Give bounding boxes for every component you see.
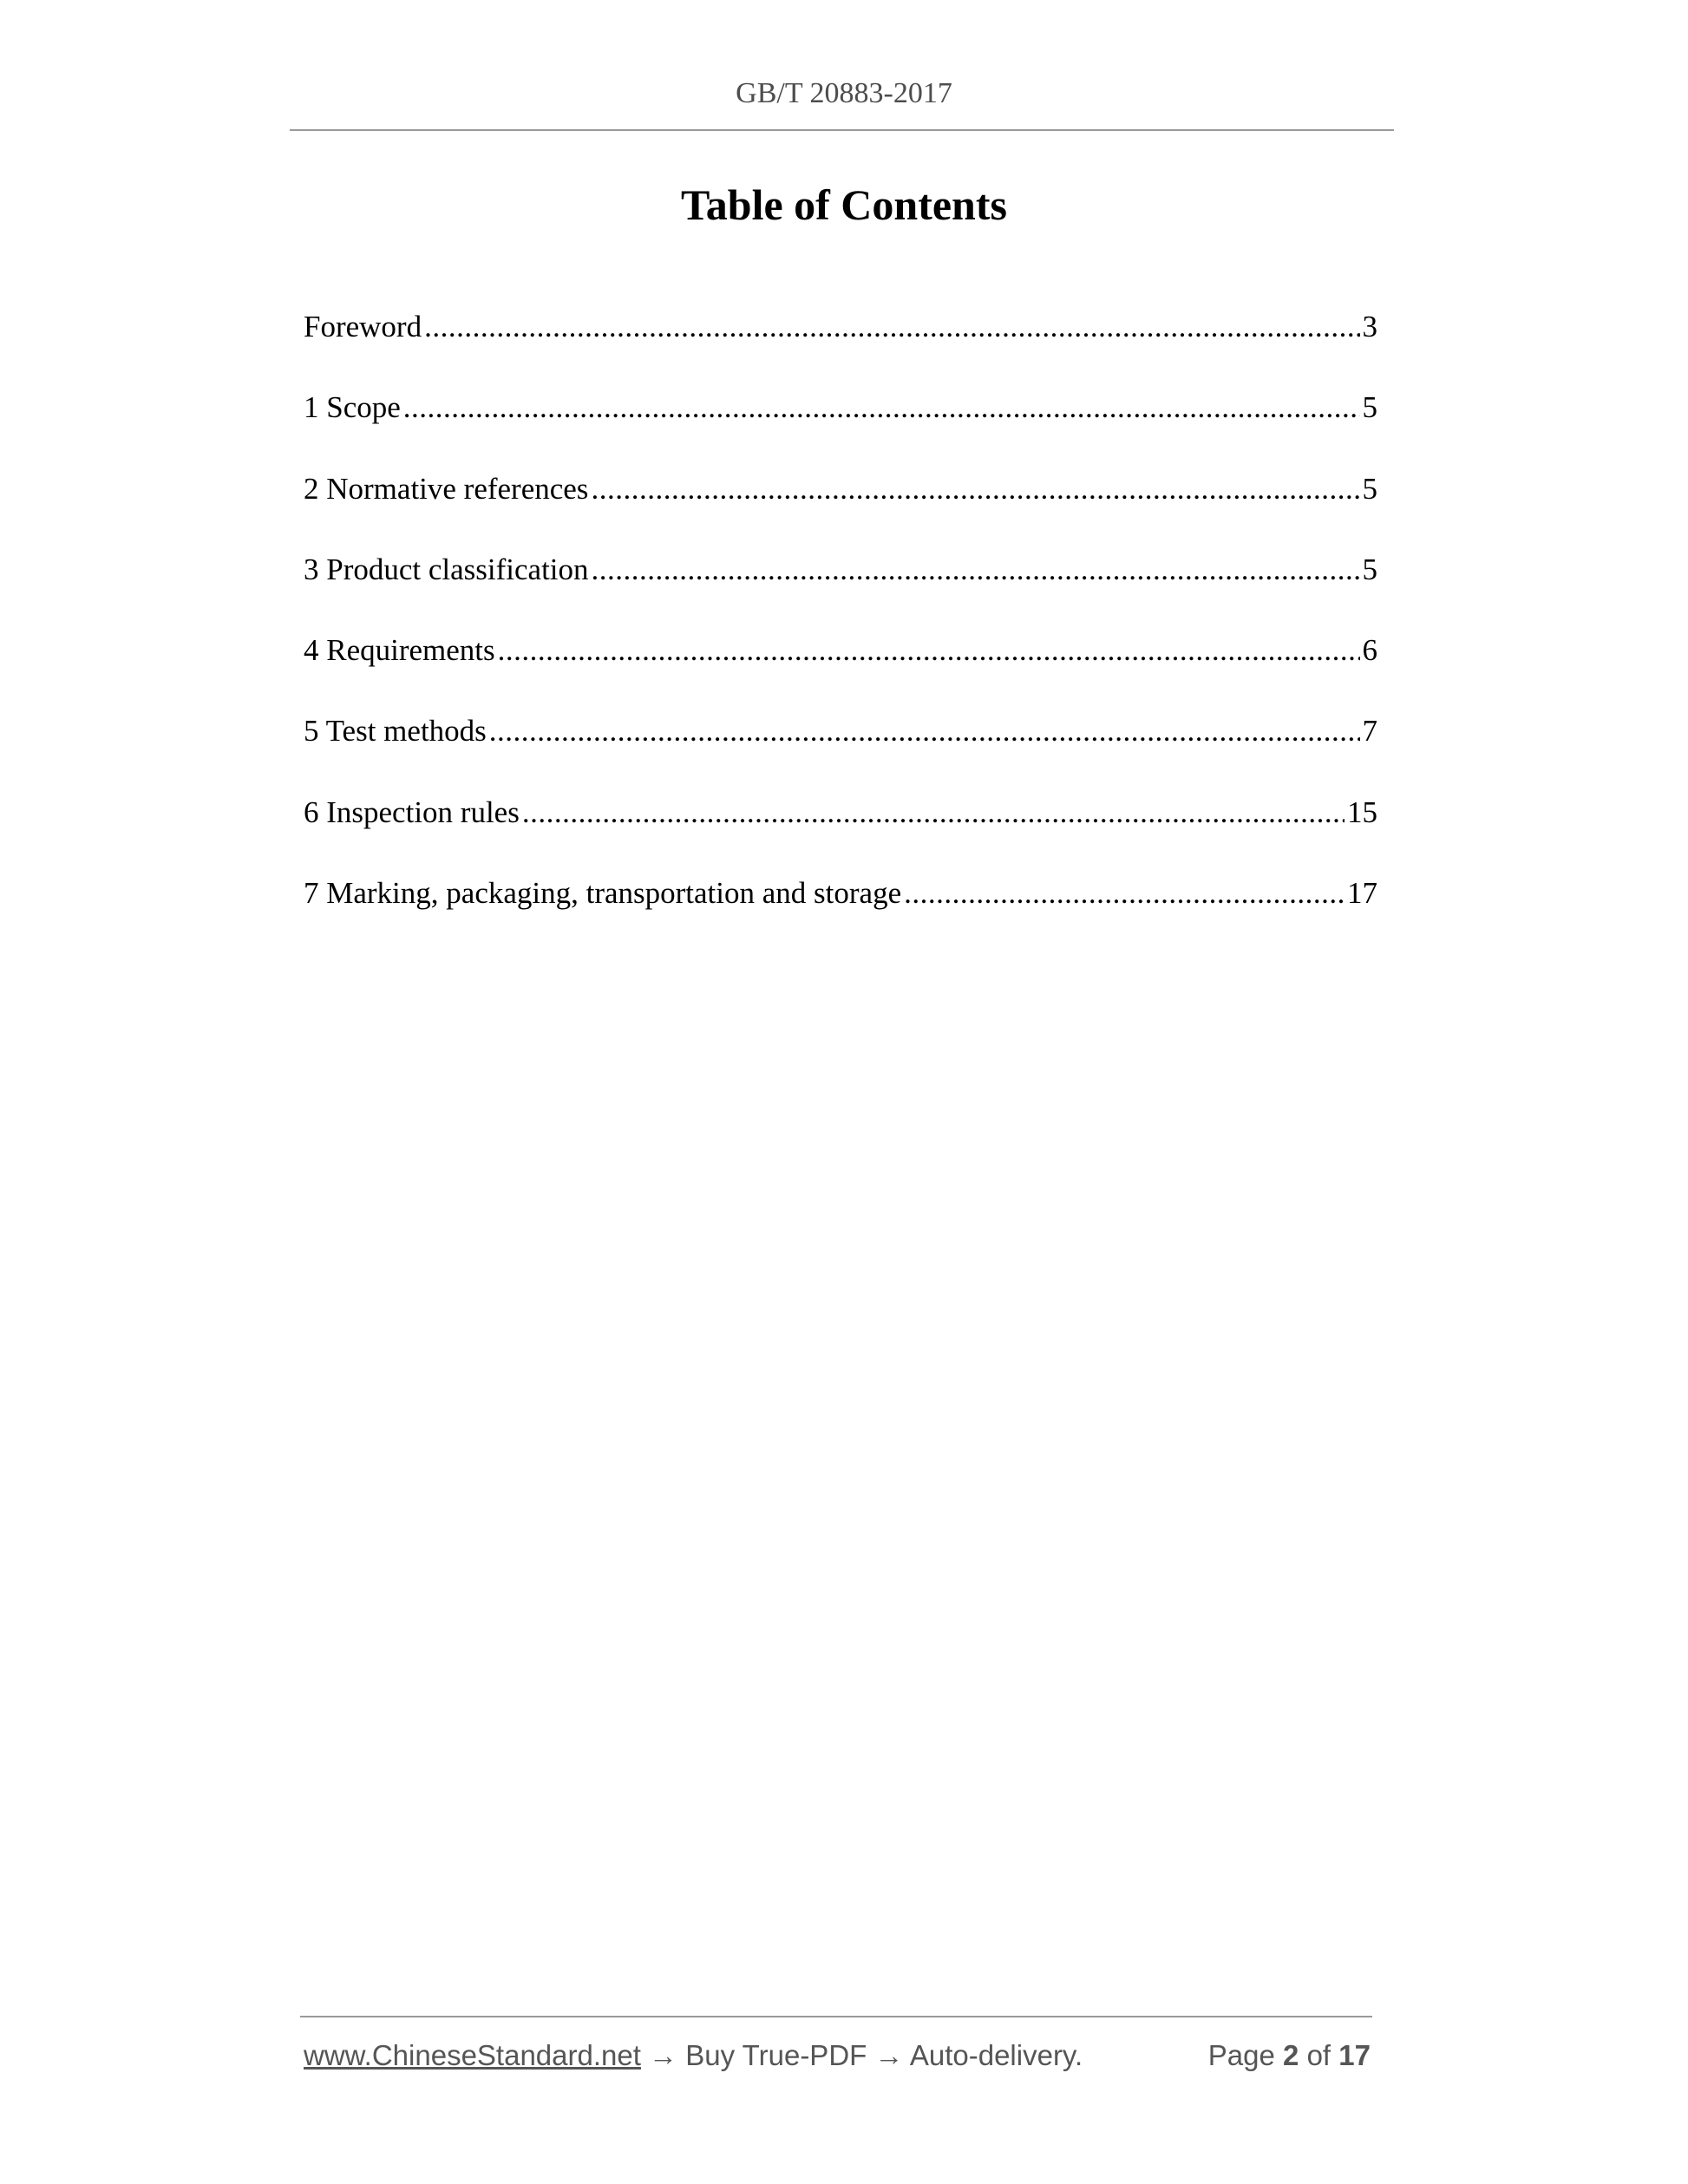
toc-dot-leader (522, 794, 1345, 832)
page-word: Page (1207, 2039, 1275, 2071)
toc-dot-leader (498, 631, 1360, 670)
toc-entry-test-methods[interactable] (304, 712, 1377, 793)
arrow-right-icon: → (874, 2039, 904, 2071)
buy-text: Buy True-PDF (685, 2039, 867, 2071)
footer-promo (304, 2037, 1083, 2075)
page-counter (1208, 2037, 1371, 2075)
toc-entry-label: Foreword (304, 310, 422, 343)
toc-dot-leader (403, 389, 1360, 427)
current-page-number: 2 (1283, 2039, 1299, 2071)
delivery-text: Auto-delivery. (909, 2039, 1083, 2071)
arrow-right-icon: → (649, 2039, 678, 2071)
toc-entry-page: 5 (1362, 471, 1377, 506)
toc-entry-label: 4 Requirements (304, 633, 495, 668)
toc-entry-product-classification[interactable] (304, 551, 1377, 631)
toc-dot-leader (489, 712, 1360, 750)
toc-entry-label: 1 Scope (304, 390, 401, 425)
toc-entry-page: 15 (1347, 794, 1377, 829)
toc-entry-label: 7 Marking, packaging, transportation and storage (304, 876, 902, 911)
page-title: Table of Contents (681, 180, 1007, 229)
toc-entry-page: 17 (1347, 876, 1377, 911)
of-word: of (1306, 2039, 1331, 2071)
toc-dot-leader (592, 551, 1360, 589)
toc-entry-scope[interactable] (304, 389, 1377, 469)
toc-entry-marking-packaging[interactable] (304, 874, 1377, 955)
toc-entry-page: 5 (1362, 390, 1377, 425)
toc-entry-page: 3 (1362, 310, 1377, 343)
toc-entry-page: 7 (1362, 714, 1377, 749)
toc-entry-label: 5 Test methods (304, 714, 487, 749)
toc-entry-normative-references[interactable] (304, 470, 1377, 551)
toc-entry-label: 2 Normative references (304, 471, 589, 506)
total-page-count: 17 (1338, 2039, 1371, 2071)
toc-entry-label: 3 Product classification (304, 552, 589, 586)
toc-dot-leader (591, 470, 1359, 508)
toc-entry-inspection-rules[interactable] (304, 794, 1377, 874)
toc-entry-page: 5 (1362, 552, 1377, 586)
toc-entry-page: 6 (1362, 633, 1377, 668)
footer-divider (300, 2016, 1372, 2017)
toc-entry-foreword[interactable] (304, 308, 1377, 389)
toc-dot-leader (424, 308, 1359, 346)
toc-entry-requirements[interactable] (304, 631, 1377, 712)
site-link[interactable]: www.ChineseStandard.net (304, 2039, 641, 2071)
document-code-header: GB/T 20883-2017 (736, 77, 952, 109)
table-of-contents (304, 308, 1377, 955)
toc-entry-label: 6 Inspection rules (304, 794, 520, 829)
page-footer (304, 2037, 1371, 2075)
header-divider (290, 129, 1394, 131)
toc-dot-leader (904, 874, 1345, 912)
